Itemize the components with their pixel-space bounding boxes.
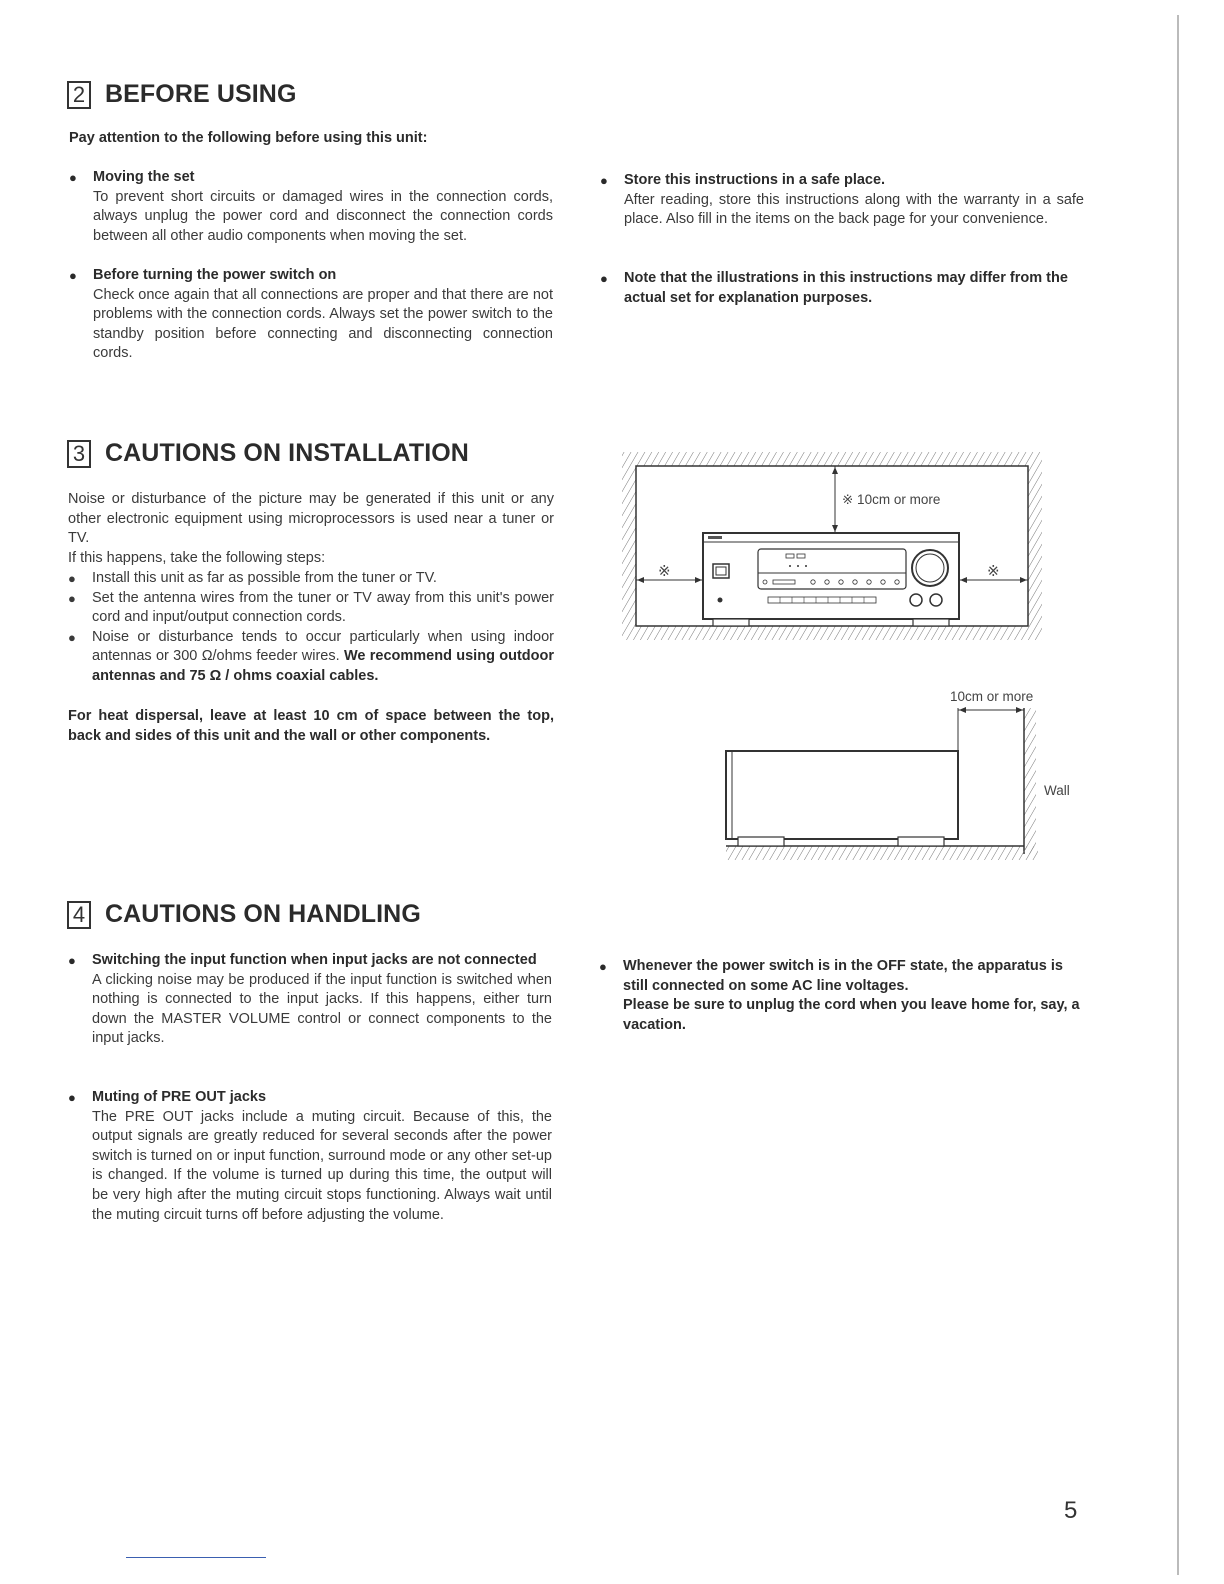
bullet-icon: ● (599, 959, 607, 974)
list-item (68, 569, 554, 589)
scan-edge-line (1177, 15, 1179, 1575)
section-4-heading (67, 900, 421, 929)
bullet-icon: ● (69, 268, 77, 283)
section-number: 3 (67, 440, 91, 468)
item-body: After reading, store this instructions along with the warranty in a safe place. Also fill in the items on the back page for your convenience. (624, 191, 1084, 228)
front-view-diagram (622, 452, 1042, 640)
section-title: BEFORE USING (105, 80, 297, 108)
bullet-icon: ● (68, 590, 76, 606)
section-intro: Pay attention to the following before using this unit: (69, 130, 428, 146)
section-2-heading (67, 80, 297, 109)
section-title: CAUTIONS ON INSTALLATION (105, 439, 469, 467)
side-clearance-mark: ※ (987, 562, 1000, 580)
bullet-icon: ● (68, 629, 76, 645)
item-heading: Switching the input function when input jacks are not connected (92, 952, 537, 968)
item-heading: Moving the set (93, 169, 195, 185)
list-item (69, 168, 553, 246)
list-item (68, 628, 554, 687)
installation-paragraph: Noise or disturbance of the picture may be generated if this unit or any other electronic equipment using microprocessors is used near a tuner or TV. (68, 491, 554, 547)
installation-steps-intro: If this happens, take the following steps: (68, 550, 326, 566)
item-heading: Whenever the power switch is in the OFF state, the apparatus is still connected on some AC line voltages. (623, 958, 1063, 994)
list-item (599, 957, 1083, 1035)
list-item (68, 1088, 552, 1225)
section-number: 4 (67, 901, 91, 929)
list-item (600, 269, 1084, 308)
installation-diagram (610, 440, 1070, 880)
bullet-icon: ● (68, 953, 76, 968)
bullet-icon: ● (69, 170, 77, 185)
item-body: Check once again that all connections are proper and that there are not problems with the connection cords. Always set the power switch to the standby position before connecting and disconnecting connection cords. (93, 286, 553, 362)
list-item (68, 951, 552, 1049)
side-clearance-mark: ※ (658, 562, 671, 580)
top-clearance-label: ※ 10cm or more (842, 492, 941, 507)
list-item (69, 266, 553, 364)
side-view-diagram (726, 689, 1070, 860)
bullet-icon: ● (68, 1090, 76, 1105)
wall-label: Wall (1044, 783, 1070, 798)
section-3-heading (67, 439, 469, 468)
section-title: CAUTIONS ON HANDLING (105, 900, 421, 928)
step-text: Set the antenna wires from the tuner or TV away from this unit's power cord and input/output connection cords. (92, 589, 554, 626)
step-text-bold: We recommend using outdoor antennas and 75 Ω / ohms coaxial cables. (92, 648, 554, 684)
heat-dispersal-note: For heat dispersal, leave at least 10 cm of space between the top, back and sides of this unit and the wall or other components. (68, 708, 554, 744)
item-heading: Muting of PRE OUT jacks (92, 1089, 267, 1105)
item-heading: Store this instructions in a safe place. (624, 172, 886, 188)
item-body: A clicking noise may be produced if the input function is switched when nothing is connected to the input jacks. If this happens, either turn down the MASTER VOLUME control or connect components to the input jacks. (92, 971, 552, 1047)
bullet-icon: ● (68, 571, 76, 586)
item-body: The PRE OUT jacks include a muting circuit. Because of this, the output signals are greatly reduced for several seconds after the power switch is turned on or input function, surround mode or any other set-up is changed. If the volume is turned up during this time, the output will be very high after the muting circuit stops functioning. Always wait until the muting circuit turns off before adjusting the volume. (92, 1108, 552, 1223)
item-body: To prevent short circuits or damaged wires in the connection cords, always unplug the power cord and disconnect the connection cords between all other audio components when moving the set. (93, 188, 553, 244)
installation-steps (68, 569, 554, 687)
page-number: 5 (1064, 1497, 1078, 1524)
scan-underline (126, 1557, 266, 1558)
step-text: Install this unit as far as possible from the tuner or TV. (92, 570, 437, 586)
item-heading: Before turning the power switch on (93, 267, 337, 283)
bullet-icon: ● (600, 173, 608, 188)
back-clearance-label: 10cm or more (950, 689, 1034, 704)
item-body: Please be sure to unplug the cord when you leave home for, say, a vacation. (623, 997, 1080, 1033)
item-heading: Note that the illustrations in this instructions may differ from the actual set for explanation purposes. (624, 270, 1068, 306)
step-text: Noise or disturbance tends to occur particularly when using indoor antennas or 300 Ω/ohms feeder wires. (92, 628, 554, 665)
section-number: 2 (67, 81, 91, 109)
list-item (600, 171, 1084, 230)
bullet-icon: ● (600, 271, 608, 286)
list-item (68, 589, 554, 628)
